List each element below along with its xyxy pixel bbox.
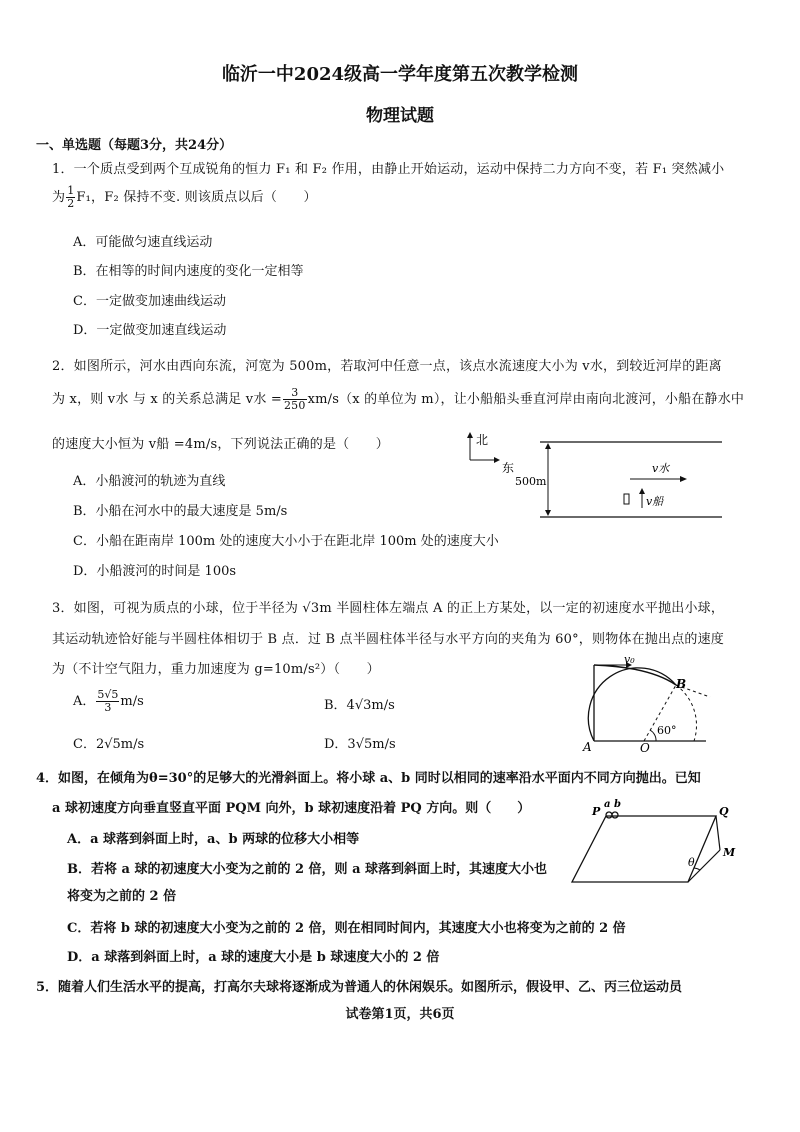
theta-arc [694, 868, 700, 870]
q1-option-b: B．在相等的时间内速度的变化一定相等 [73, 264, 304, 279]
q4-option-c: C．若将 b 球的初速度大小变为之前的 2 倍，则在相同时间内，其速度大小也将变为之前的 2 倍 [67, 921, 626, 936]
q1-frac-num: 1 [67, 184, 75, 197]
theta-label: θ [688, 856, 695, 869]
balls-ab-label: a b [604, 799, 621, 810]
point-p-label: P [592, 805, 601, 818]
q2-option-b: B．小船在河水中的最大速度是 5m/s [73, 504, 288, 519]
q3-option-a-unit: m/s [120, 694, 144, 709]
width-arrow-bottom [545, 510, 551, 516]
q4-line2: a 球初速度方向垂直竖直平面 PQM 向外，b 球初速度沿着 PQ 方向。则（ ） [52, 801, 531, 816]
angle-label: 60° [657, 724, 677, 737]
q5-line1: 5．随着人们生活水平的提高，打高尔夫球将逐渐成为普通人的休闲娱乐。如图所示，假设甲、乙、丙三位运动员 [36, 980, 683, 995]
ball-a [606, 812, 612, 818]
q2-frac-num: 3 [283, 387, 307, 400]
q2-frac-den: 250 [283, 399, 306, 412]
q1-line2-pre: 为 [52, 190, 66, 205]
ball-b [612, 812, 618, 818]
compass-east-label: 东 [502, 461, 515, 475]
q2-line3: 的速度大小恒为 v船 =4m/s，下列说法正确的是（ ） [52, 437, 389, 452]
q1-line2 [52, 185, 317, 210]
section-heading: 一、单选题（每题3分，共24分） [36, 138, 233, 153]
q3-line2: 其运动轨迹恰好能与半圆柱体相切于 B 点．过 B 点半圆柱体半径与水平方向的夹角为 60°，则物体在抛出点的速度 [52, 632, 725, 647]
q3-option-a [73, 689, 144, 714]
q3-option-a-fraction [96, 689, 119, 714]
angle-arc [650, 730, 656, 741]
point-q-label: Q [719, 805, 729, 818]
q2-line2 [52, 387, 744, 412]
edge-qm [716, 816, 720, 850]
q3-line3: 为（不计空气阻力，重力加速度为 g=10m/s²）（ ） [52, 662, 380, 677]
q1-line1: 1．一个质点受到两个互成锐角的恒力 F₁ 和 F₂ 作用，由静止开始运动，运动中保持二力方向不变，若 F₁ 突然减小 [52, 162, 725, 177]
page-footer: 试卷第1页，共6页 [345, 1007, 455, 1022]
q4-option-b-line1: B．若将 a 球的初速度大小变为之前的 2 倍，则 a 球落到斜面上时，其速度大小也 [67, 862, 548, 877]
q3-projectile-figure [580, 655, 730, 755]
q1-frac-den: 2 [67, 197, 75, 210]
q2-option-d: D．小船渡河的时间是 100s [73, 564, 237, 579]
q3-option-b: B．4√3m/s [324, 698, 395, 713]
q3-line1: 3．如图，可视为质点的小球，位于半径为 √3m 半圆柱体左端点 A 的正上方某处，以一定的初速度水平抛出小球， [52, 601, 725, 616]
semicircle-arc-dashed [676, 685, 697, 741]
q2-line2-post: xm/s（x 的单位为 m），让小船船头垂直河岸由南向北渡河，小船在静水中 [307, 392, 745, 407]
q1-fraction [66, 185, 75, 210]
q2-option-a: A．小船渡河的轨迹为直线 [73, 474, 226, 489]
q4-option-a: A．a 球落到斜面上时，a、b 两球的位移大小相等 [67, 832, 360, 847]
q3-option-a-den: 3 [104, 701, 112, 714]
q1-option-a: A．可能做匀速直线运动 [73, 235, 213, 250]
exam-subtitle: 物理试题 [366, 106, 434, 126]
compass-east-head [494, 457, 500, 463]
q2-river-figure [460, 428, 730, 528]
point-a-label: A [583, 740, 592, 754]
v0-label: v₀ [624, 655, 635, 666]
q4-line1: 4．如图，在倾角为θ=30°的足够大的光滑斜面上。将小球 a、b 同时以相同的速率沿水平面内不同方向抛出。已知 [36, 771, 701, 786]
compass-north-head [467, 432, 473, 438]
point-b-label: B [676, 677, 687, 691]
river-width-label: 500m [515, 475, 547, 488]
q3-option-a-prefix: A． [73, 694, 96, 709]
point-o-label: O [640, 741, 650, 755]
incline-plane [572, 816, 716, 882]
q4-option-d: D．a 球落到斜面上时，a 球的速度大小是 b 球速度大小的 2 倍 [67, 950, 440, 965]
q3-option-c: C．2√5m/s [73, 737, 145, 752]
q4-option-b-line2: 将变为之前的 2 倍 [67, 889, 177, 904]
water-velocity-label: v水 [652, 462, 670, 475]
width-arrow-top [545, 443, 551, 449]
q1-option-c: C．一定做变加速曲线运动 [73, 294, 226, 309]
q4-incline-figure [562, 798, 742, 888]
q2-fraction [283, 387, 307, 412]
q3-option-a-num: 5√5 [97, 688, 119, 701]
q3-option-d: D．3√5m/s [324, 737, 396, 752]
q1-line2-post: F₁，F₂ 保持不变. 则该质点以后（ ） [76, 190, 317, 205]
q2-line2-pre: 为 x，则 v水 与 x 的关系总满足 v水 = [52, 392, 282, 407]
boat-velocity-label: v船 [646, 495, 664, 508]
q2-option-c: C．小船在距南岸 100m 处的速度大小小于在距北岸 100m 处的速度大小 [73, 534, 499, 549]
q2-line1: 2．如图所示，河水由西向东流，河宽为 500m，若取河中任意一点，该点水流速度大小为 v水，到较近河岸的距离 [52, 359, 722, 374]
boat [624, 494, 629, 504]
compass-north-label: 北 [476, 433, 489, 447]
q1-option-d: D．一定做变加速直线运动 [73, 323, 227, 338]
point-m-label: M [723, 846, 736, 859]
boat-velocity-head [639, 488, 645, 494]
water-velocity-head [680, 476, 687, 482]
exam-title: 临沂一中2024级高一学年度第五次教学检测 [221, 64, 579, 85]
